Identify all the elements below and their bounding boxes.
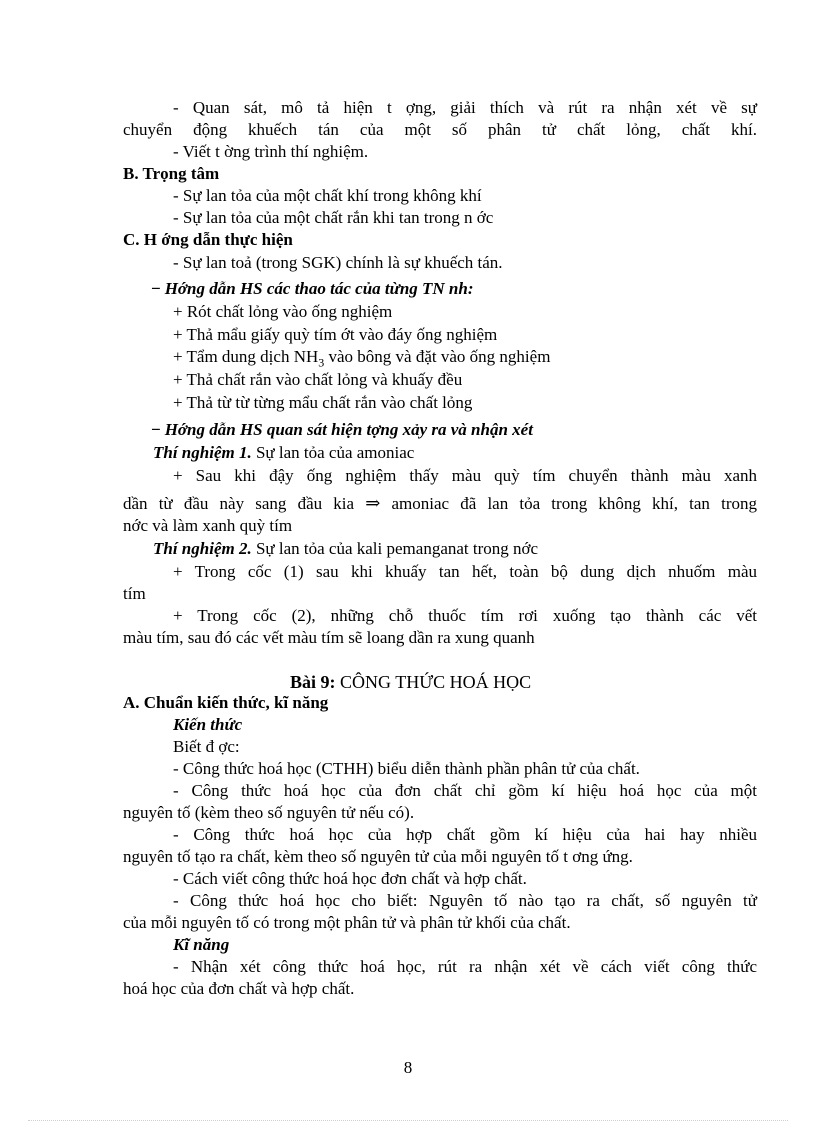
text-line: + Trong cốc (1) sau khi khuấy tan hết, toàn bộ dung dịch nhuốm màu xyxy=(173,562,757,581)
text-line: + Sau khi đậy ống nghiệm thấy màu quỳ tím chuyển thành màu xanh xyxy=(173,466,757,485)
subheading-knowledge: Kiến thức xyxy=(173,715,243,734)
text-line: nớc và làm xanh quỳ tím xyxy=(123,516,293,535)
text-line: - Quan sát, mô tả hiện t ợng, giải thích và rút ra nhận xét về sự xyxy=(173,98,757,117)
page-bottom-divider xyxy=(28,1120,788,1121)
dash-bullet: − xyxy=(151,420,161,439)
text-line: + Trong cốc (2), những chỗ thuốc tím rơi xuống tạo thành các vết xyxy=(173,606,757,625)
text-line: - Công thức hoá học (CTHH) biểu diễn thành phần phân tử của chất. xyxy=(173,759,640,778)
text-line: - Cách viết công thức hoá học đơn chất và hợp chất. xyxy=(173,869,527,888)
text-line: của mỗi nguyên tố có trong một phân tử và phân tử khối của chất. xyxy=(123,913,571,932)
list-item: + Rót chất lỏng vào ống nghiệm xyxy=(173,302,393,321)
experiment-2 xyxy=(153,538,538,560)
list-item: + Thả từ từ từng mẩu chất rắn vào chất lỏng xyxy=(173,393,473,412)
section-heading-a: A. Chuẩn kiến thức, kĩ năng xyxy=(123,693,329,712)
text-line: - Sự lan tỏa của một chất rắn khi tan trong n ớc xyxy=(173,208,494,227)
text-line: - Nhận xét công thức hoá học, rút ra nhận xét về cách viết công thức xyxy=(173,957,757,976)
text-span: amoniac đã lan tỏa trong không khí, tan trong xyxy=(380,494,757,513)
text-line: nguyên tố (kèm theo số nguyên tử nếu có). xyxy=(123,803,415,822)
section-heading-b: B. Trọng tâm xyxy=(123,164,220,183)
text-line: - Sự lan tỏa của một chất khí trong không khí xyxy=(173,186,482,205)
page-number: 8 xyxy=(403,1058,413,1077)
list-item: + Thả mẩu giấy quỳ tím ớt vào đáy ống nghiệm xyxy=(173,325,498,344)
lesson-title xyxy=(290,671,531,693)
text-line: chuyển động khuếch tán của một số phân tử chất lỏng, chất khí. xyxy=(123,120,757,139)
text-line: - Sự lan toả (trong SGK) chính là sự khuếch tán. xyxy=(173,253,503,272)
section-heading-c: C. H ớng dẫn thực hiện xyxy=(123,230,293,249)
guide-heading xyxy=(151,419,533,441)
lesson-label: Bài 9: xyxy=(290,672,336,692)
text-line xyxy=(123,492,757,515)
guide-heading-text: Hớng dẫn HS các thao tác của từng TN nh: xyxy=(164,279,474,298)
text-line: màu tím, sau đó các vết màu tím sẽ loang dần ra xung quanh xyxy=(123,628,535,647)
experiment-label: Thí nghiệm 2. xyxy=(153,539,252,558)
text-line: hoá học của đơn chất và hợp chất. xyxy=(123,979,355,998)
guide-heading xyxy=(151,278,474,300)
list-item-text: + Tẩm dung dịch NH xyxy=(173,347,319,366)
list-item-text: vào bông và đặt vào ống nghiệm xyxy=(324,347,551,366)
text-line: - Công thức hoá học của hợp chất gồm kí hiệu của hai hay nhiều xyxy=(173,825,757,844)
experiment-text: Sự lan tỏa của amoniac xyxy=(251,443,415,462)
text-line: nguyên tố tạo ra chất, kèm theo số nguyên tử của mỗi nguyên tố t ơng ứng. xyxy=(123,847,633,866)
text-line: - Công thức hoá học cho biết: Nguyên tố nào tạo ra chất, số nguyên tử xyxy=(173,891,757,910)
text-span: dần từ đầu này sang đầu kia xyxy=(123,494,366,513)
experiment-1 xyxy=(153,442,414,464)
subheading-skills: Kĩ năng xyxy=(173,935,230,954)
experiment-label: Thí nghiệm 1. xyxy=(153,443,252,462)
dash-bullet: − xyxy=(151,279,161,298)
text-line: - Công thức hoá học của đơn chất chỉ gồm kí hiệu hoá học của một xyxy=(173,781,757,800)
experiment-text: Sự lan tỏa của kali pemanganat trong nớc xyxy=(251,539,539,558)
guide-heading-text: Hớng dẫn HS quan sát hiện tợng xảy ra và nhận xét xyxy=(164,420,533,439)
implies-arrow: ⇒ xyxy=(365,493,381,513)
text-line: tím xyxy=(123,584,146,603)
text-line: - Viết t ờng trình thí nghiệm. xyxy=(173,142,369,161)
subscript: 3 xyxy=(318,355,325,370)
lesson-name: CÔNG THỨC HOÁ HỌC xyxy=(335,672,532,692)
list-item: + Thả chất rắn vào chất lỏng và khuấy đều xyxy=(173,370,463,389)
text-line: Biết đ ợc: xyxy=(173,737,240,756)
